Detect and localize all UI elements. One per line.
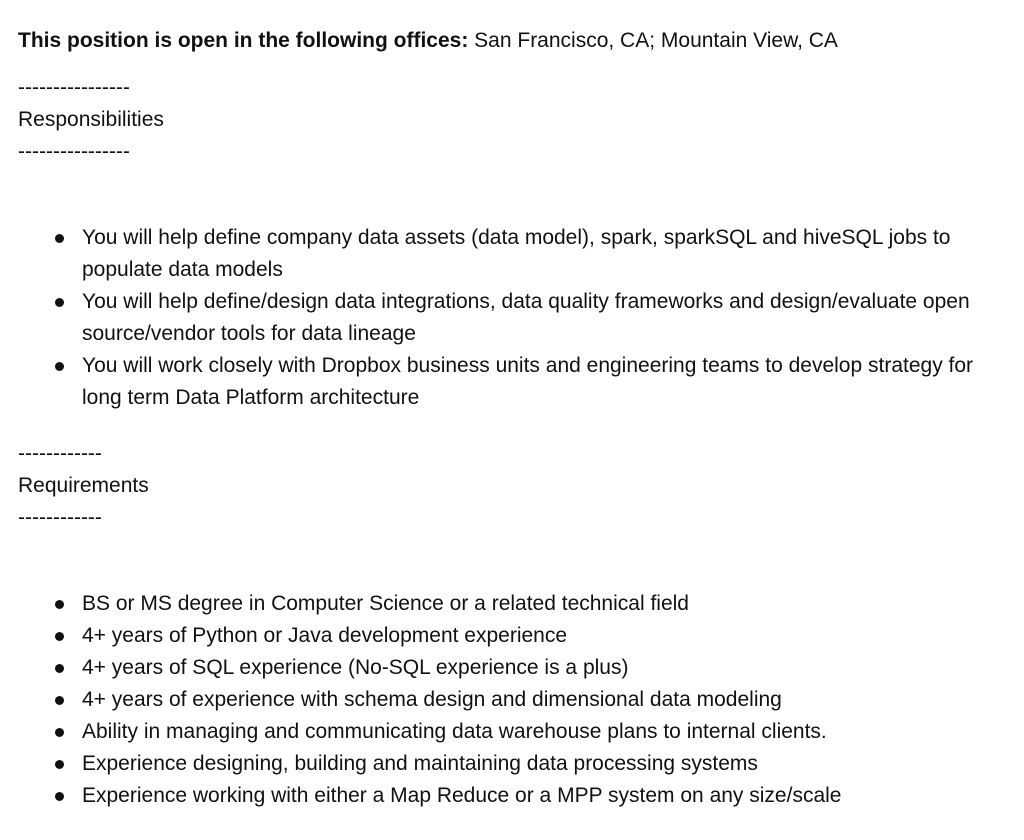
requirements-rule-top: ------------ bbox=[18, 442, 102, 465]
list-item-text: You will work closely with Dropbox business units and engineering teams to develop strategy for long term Data Platform architecture bbox=[82, 354, 974, 409]
bullet-icon bbox=[55, 298, 64, 307]
list-item bbox=[82, 716, 1008, 748]
list-item bbox=[82, 684, 1008, 716]
spacer bbox=[18, 58, 1008, 72]
list-item-text: 4+ years of Python or Java development experience bbox=[82, 624, 568, 647]
requirements-list bbox=[18, 588, 1008, 812]
spacer bbox=[18, 168, 1008, 222]
list-item-text: You will help define/design data integrations, data quality frameworks and design/evaluate open source/vendor tools for data lineage bbox=[82, 290, 970, 345]
responsibilities-rule-bottom: ---------------- bbox=[18, 140, 130, 163]
list-item bbox=[82, 350, 1008, 414]
list-item-text: 4+ years of experience with schema design and dimensional data modeling bbox=[82, 688, 782, 711]
list-item-text: 4+ years of SQL experience (No-SQL experience is a plus) bbox=[82, 656, 629, 679]
bullet-icon bbox=[55, 632, 64, 641]
list-item bbox=[82, 286, 1008, 350]
spacer bbox=[18, 414, 1008, 438]
responsibilities-list bbox=[18, 222, 1008, 414]
offices-label: This position is open in the following offices: bbox=[18, 29, 469, 52]
list-item-text: Ability in managing and communicating data warehouse plans to internal clients. bbox=[82, 720, 827, 743]
requirements-rule-bottom: ------------ bbox=[18, 506, 102, 529]
bullet-icon bbox=[55, 600, 64, 609]
offices-line bbox=[18, 24, 1008, 58]
list-item bbox=[82, 222, 1008, 286]
list-item-text: Experience working with either a Map Reduce or a MPP system on any size/scale bbox=[82, 784, 842, 807]
bullet-icon bbox=[55, 760, 64, 769]
bullet-icon bbox=[55, 362, 64, 371]
bullet-icon bbox=[55, 234, 64, 243]
bullet-icon bbox=[55, 728, 64, 737]
list-item bbox=[82, 588, 1008, 620]
list-item bbox=[82, 780, 1008, 812]
list-item-text: Experience designing, building and maintaining data processing systems bbox=[82, 752, 758, 775]
list-item bbox=[82, 652, 1008, 684]
offices-value: San Francisco, CA; Mountain View, CA bbox=[468, 29, 838, 52]
requirements-heading: Requirements bbox=[18, 474, 149, 497]
list-item bbox=[82, 620, 1008, 652]
spacer bbox=[18, 534, 1008, 588]
list-item-text: BS or MS degree in Computer Science or a related technical field bbox=[82, 592, 689, 615]
list-item-text: You will help define company data assets (data model), spark, sparkSQL and hiveSQL jobs to populate data models bbox=[82, 226, 951, 281]
bullet-icon bbox=[55, 792, 64, 801]
list-item bbox=[82, 748, 1008, 780]
bullet-icon bbox=[55, 696, 64, 705]
bullet-icon bbox=[55, 664, 64, 673]
responsibilities-rule-top: ---------------- bbox=[18, 76, 130, 99]
responsibilities-heading: Responsibilities bbox=[18, 108, 164, 131]
job-description bbox=[18, 24, 1008, 812]
